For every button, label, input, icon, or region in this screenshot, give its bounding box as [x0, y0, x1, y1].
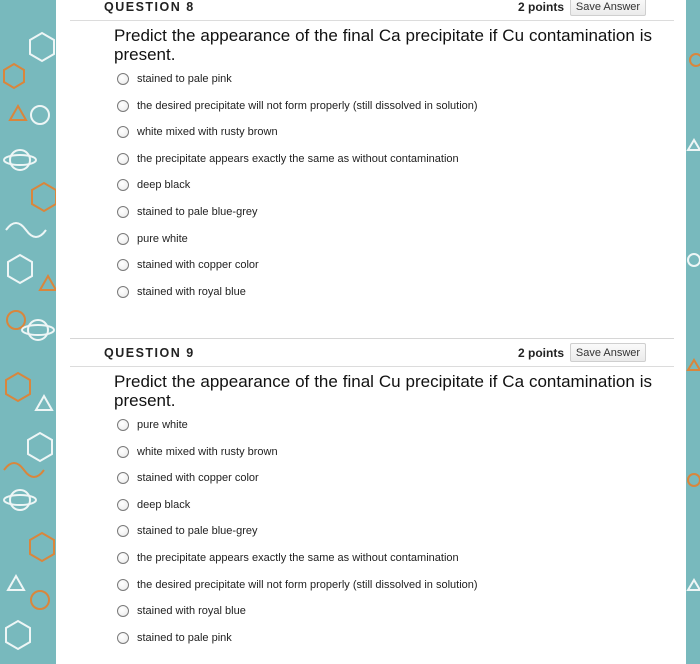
radio-button[interactable] — [117, 446, 129, 458]
answer-option[interactable] — [117, 203, 257, 221]
radio-button[interactable] — [117, 100, 129, 112]
answer-option-label: stained to pale blue-grey — [137, 525, 258, 538]
answer-option-label: the precipitate appears exactly the same as without contamination — [137, 552, 459, 564]
answer-option-label: stained to pale blue-grey — [137, 206, 258, 218]
save-answer-button[interactable]: Save Answer — [570, 0, 646, 16]
save-answer-button[interactable]: Save Answer — [570, 343, 646, 362]
answer-option-label: the precipitate appears exactly the same as without contamination — [137, 152, 459, 165]
answer-option-label: stained to pale pink — [137, 631, 232, 644]
radio-button[interactable] — [117, 153, 129, 165]
radio-button[interactable] — [117, 286, 129, 298]
answer-option[interactable] — [117, 522, 257, 540]
answer-option-label: stained with copper color — [137, 472, 259, 485]
answer-option-label: the desired precipitate will not form properly (still dissolved in solution) — [137, 578, 478, 591]
right-background-pattern — [686, 0, 700, 664]
radio-button[interactable] — [117, 472, 129, 484]
answer-option[interactable] — [117, 629, 232, 647]
radio-button[interactable] — [117, 419, 129, 431]
answer-option[interactable] — [117, 549, 459, 567]
answer-option-label: stained to pale pink — [137, 73, 232, 85]
answer-option[interactable] — [117, 443, 278, 461]
question-header — [70, 0, 674, 28]
quiz-page — [56, 0, 686, 664]
radio-button[interactable] — [117, 632, 129, 644]
radio-button[interactable] — [117, 605, 129, 617]
radio-button[interactable] — [117, 579, 129, 591]
answer-option-label: stained with royal blue — [137, 605, 246, 618]
answer-option[interactable] — [117, 576, 478, 594]
question-prompt: Predict the appearance of the final Ca precipitate if Cu contamination is present. — [114, 26, 652, 64]
answer-option[interactable] — [117, 416, 188, 434]
answer-option[interactable] — [117, 230, 188, 248]
question-divider — [70, 338, 674, 339]
radio-button[interactable] — [117, 499, 129, 511]
answer-option[interactable] — [117, 256, 259, 274]
question-prompt: Predict the appearance of the final Cu precipitate if Ca contamination is present. — [114, 372, 652, 410]
answer-option[interactable] — [117, 602, 246, 620]
radio-button[interactable] — [117, 126, 129, 138]
answer-option[interactable] — [117, 150, 459, 168]
answer-option-label: stained with royal blue — [137, 285, 246, 298]
answer-option[interactable] — [117, 176, 190, 194]
answer-option-label: white mixed with rusty brown — [137, 445, 278, 458]
question-points: 2 points — [518, 346, 565, 360]
answer-option[interactable] — [117, 283, 246, 301]
radio-button[interactable] — [117, 525, 129, 537]
radio-button[interactable] — [117, 552, 129, 564]
chemistry-pattern-icon — [0, 0, 56, 664]
answer-option-label: stained with copper color — [137, 259, 259, 272]
question-points: 2 points — [518, 0, 565, 14]
answer-option[interactable] — [117, 97, 478, 115]
left-background-pattern — [0, 0, 56, 664]
question-title: QUESTION 8 — [104, 0, 195, 14]
answer-option-label: pure white — [137, 232, 188, 245]
answer-option-label: pure white — [137, 419, 188, 431]
radio-button[interactable] — [117, 179, 129, 191]
answer-option-label: the desired precipitate will not form properly (still dissolved in solution) — [137, 99, 478, 112]
radio-button[interactable] — [117, 73, 129, 85]
answer-option-label: deep black — [137, 179, 191, 192]
question-header — [70, 340, 674, 374]
answer-option-label: deep black — [137, 498, 191, 511]
answer-option[interactable] — [117, 70, 232, 88]
answer-option[interactable] — [117, 469, 259, 487]
header-divider — [70, 20, 674, 21]
chemistry-pattern-icon — [686, 0, 700, 664]
answer-option-label: white mixed with rusty brown — [137, 126, 278, 139]
answer-option[interactable] — [117, 123, 278, 141]
question-title: QUESTION 9 — [104, 346, 195, 360]
radio-button[interactable] — [117, 206, 129, 218]
radio-button[interactable] — [117, 259, 129, 271]
radio-button[interactable] — [117, 233, 129, 245]
header-divider — [70, 366, 674, 367]
answer-option[interactable] — [117, 496, 190, 514]
